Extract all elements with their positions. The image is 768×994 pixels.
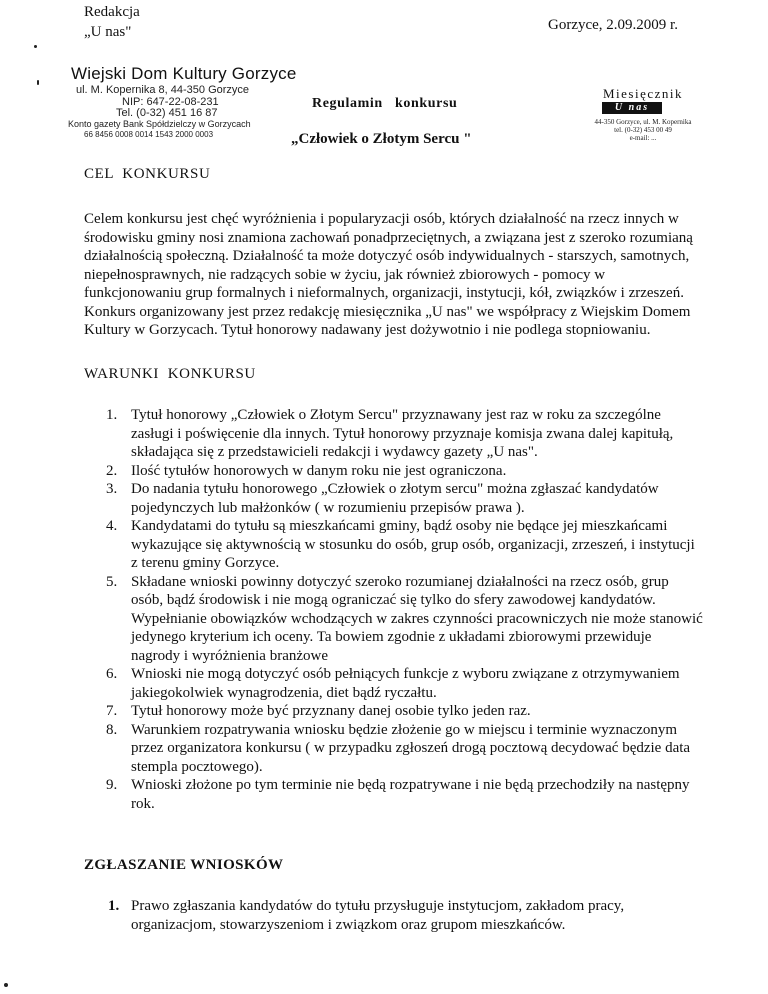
list-item (84, 480, 704, 517)
item-number: 1. (108, 898, 120, 914)
logo-phone: tel. (0-32) 453 00 49 (614, 126, 672, 134)
goal-heading: CEL KONKURSU (84, 166, 211, 182)
scan-speck (37, 80, 39, 85)
item-text: Prawo zgłaszania kandydatów do tytułu przysługuje instytucjom, zakładom pracy, organizacjom, stowarzyszeniom i związkom oraz grupom mieszkańców. (131, 898, 625, 933)
list-item (84, 665, 704, 702)
item-number: 2. (106, 462, 118, 479)
item-text: Do nadania tytułu honorowego „Człowiek o złotym sercu" można zgłaszać kandydatów pojedynczych lub małżonków ( w rozumieniu przepisów prawa ). (131, 481, 659, 516)
list-item (84, 702, 704, 721)
item-number: 5. (106, 573, 118, 590)
item-text: Warunkiem rozpatrywania wniosku będzie złożenie go w miejscu i terminie wyznaczonym przez organizatora konkursu ( w przypadku zgłoszeń drogą pocztową decydować będzie data stempla pocztowego). (131, 721, 691, 775)
scan-speck (4, 983, 8, 987)
item-text: Składane wnioski powinny dotyczyć szeroko rozumianej działalności na rzecz osób, grup osób, bądź środowisk i nie mogą ograniczać się tylko do sfery zawodowej kandydatów. Wypełnianie obowiązków wchodzących w zakres czynności pracowniczych nie może stanowić jedynego kryterium ich oceny. Ta bowiem zgodnie z układami zbiorowymi przewiduje nagrody i wyróżnienia branżowe (131, 573, 703, 664)
item-number: 1. (106, 407, 118, 423)
bank-account: 66 8456 0008 0014 1543 2000 0003 (84, 130, 214, 139)
regulation-title: Regulamin konkursu (312, 96, 458, 111)
institution-name: Wiejski Dom Kultury Gorzyce (71, 64, 297, 83)
item-number: 7. (106, 703, 118, 719)
item-number: 4. (106, 518, 118, 534)
list-item (84, 406, 704, 462)
item-text: Kandydatami do tytułu są mieszkańcami gminy, bądź osoby nie będące jej mieszkańcami wykazujące się aktywnością w stosunku do osób, grup osób, organizacji, zrzeszeń, i instytucji z terenu gminy Gorzyce. (131, 518, 695, 571)
document-date: Gorzyce, 2.09.2009 r. (548, 17, 678, 33)
competition-title: „Człowiek o Złotym Sercu " (291, 131, 472, 147)
scan-speck (34, 45, 37, 48)
item-number: 9. (106, 777, 118, 793)
logo-monthly-label: Miesięcznik (602, 86, 684, 101)
list-item (84, 721, 704, 777)
item-text: Tytuł honorowy może być przyznany danej osobie tylko jeden raz. (131, 703, 531, 719)
conditions-list (84, 406, 704, 813)
institution-nip: NIP: 647-22-08-231 (122, 96, 219, 108)
item-text: Tytuł honorowy „Człowiek o Złotym Sercu" przyznawany jest raz w roku za szczególne zasługi i poświęcenie dla innych. Tytuł honorowy przyznaje komisja zwana dalej kapitułą, składająca się z przedstawicieli redakcji i wydawcy gazety „U nas". (131, 407, 674, 460)
item-text: Ilość tytułów honorowych w danym roku nie jest ograniczona. (131, 462, 507, 479)
applications-heading: ZGŁASZANIE WNIOSKÓW (84, 857, 284, 873)
list-item (84, 776, 704, 813)
bank-name: Konto gazety Bank Spółdzielczy w Gorzycach (68, 119, 251, 129)
item-text: Wnioski nie mogą dotyczyć osób pełniących funkcje z wyboru związane z otrzymywaniem jakiegokolwiek wynagrodzenia, diet bądź ryczałtu. (131, 666, 680, 701)
item-text: Wnioski złożone po tym terminie nie będą rozpatrywane i nie będą przechodziły na następny rok. (131, 777, 690, 812)
list-item (84, 462, 704, 481)
logo-address: 44-350 Gorzyce, ul. M. Kopernika (594, 118, 692, 126)
list-item (84, 517, 704, 573)
editor-magazine: „U nas" (84, 24, 132, 40)
item-number: 8. (106, 721, 118, 738)
logo-email: e-mail: ... (629, 134, 657, 142)
institution-phone: Tel. (0-32) 451 16 87 (116, 107, 218, 119)
conditions-heading: WARUNKI KONKURSU (84, 366, 256, 382)
logo-brand: U nas (602, 102, 662, 114)
list-item (84, 573, 704, 666)
institution-address: ul. M. Kopernika 8, 44-350 Gorzyce (76, 84, 250, 96)
item-number: 3. (106, 481, 118, 497)
item-number: 6. (106, 666, 118, 682)
editor-name: Redakcja (84, 4, 140, 20)
goal-paragraph: Celem konkursu jest chęć wyróżnienia i popularyzacji osób, których działalność na rzecz innych w środowisku gminy nosi znamiona zachowań ponadprzeciętnych, a związana jest z szeroko rozumianą działalnością społeczną. Działalność ta może dotyczyć osób indywidualnych - starszych, samotnych, niepełnosprawnych, nie radzących sobie w życiu, jak również zbiorowych - pomocy w funkcjonowaniu grup formalnych i nieformalnych, organizacji, instytucji, kół, związków i zrzeszeń. Konkurs organizowany jest przez redakcję miesięcznika „U nas" we współpracy z Wiejskim Domem Kultury w Gorzycach. Tytuł honorowy nadawany jest dożywotnio i nie podlega stopniowaniu. (84, 211, 693, 338)
magazine-logo (588, 82, 698, 148)
